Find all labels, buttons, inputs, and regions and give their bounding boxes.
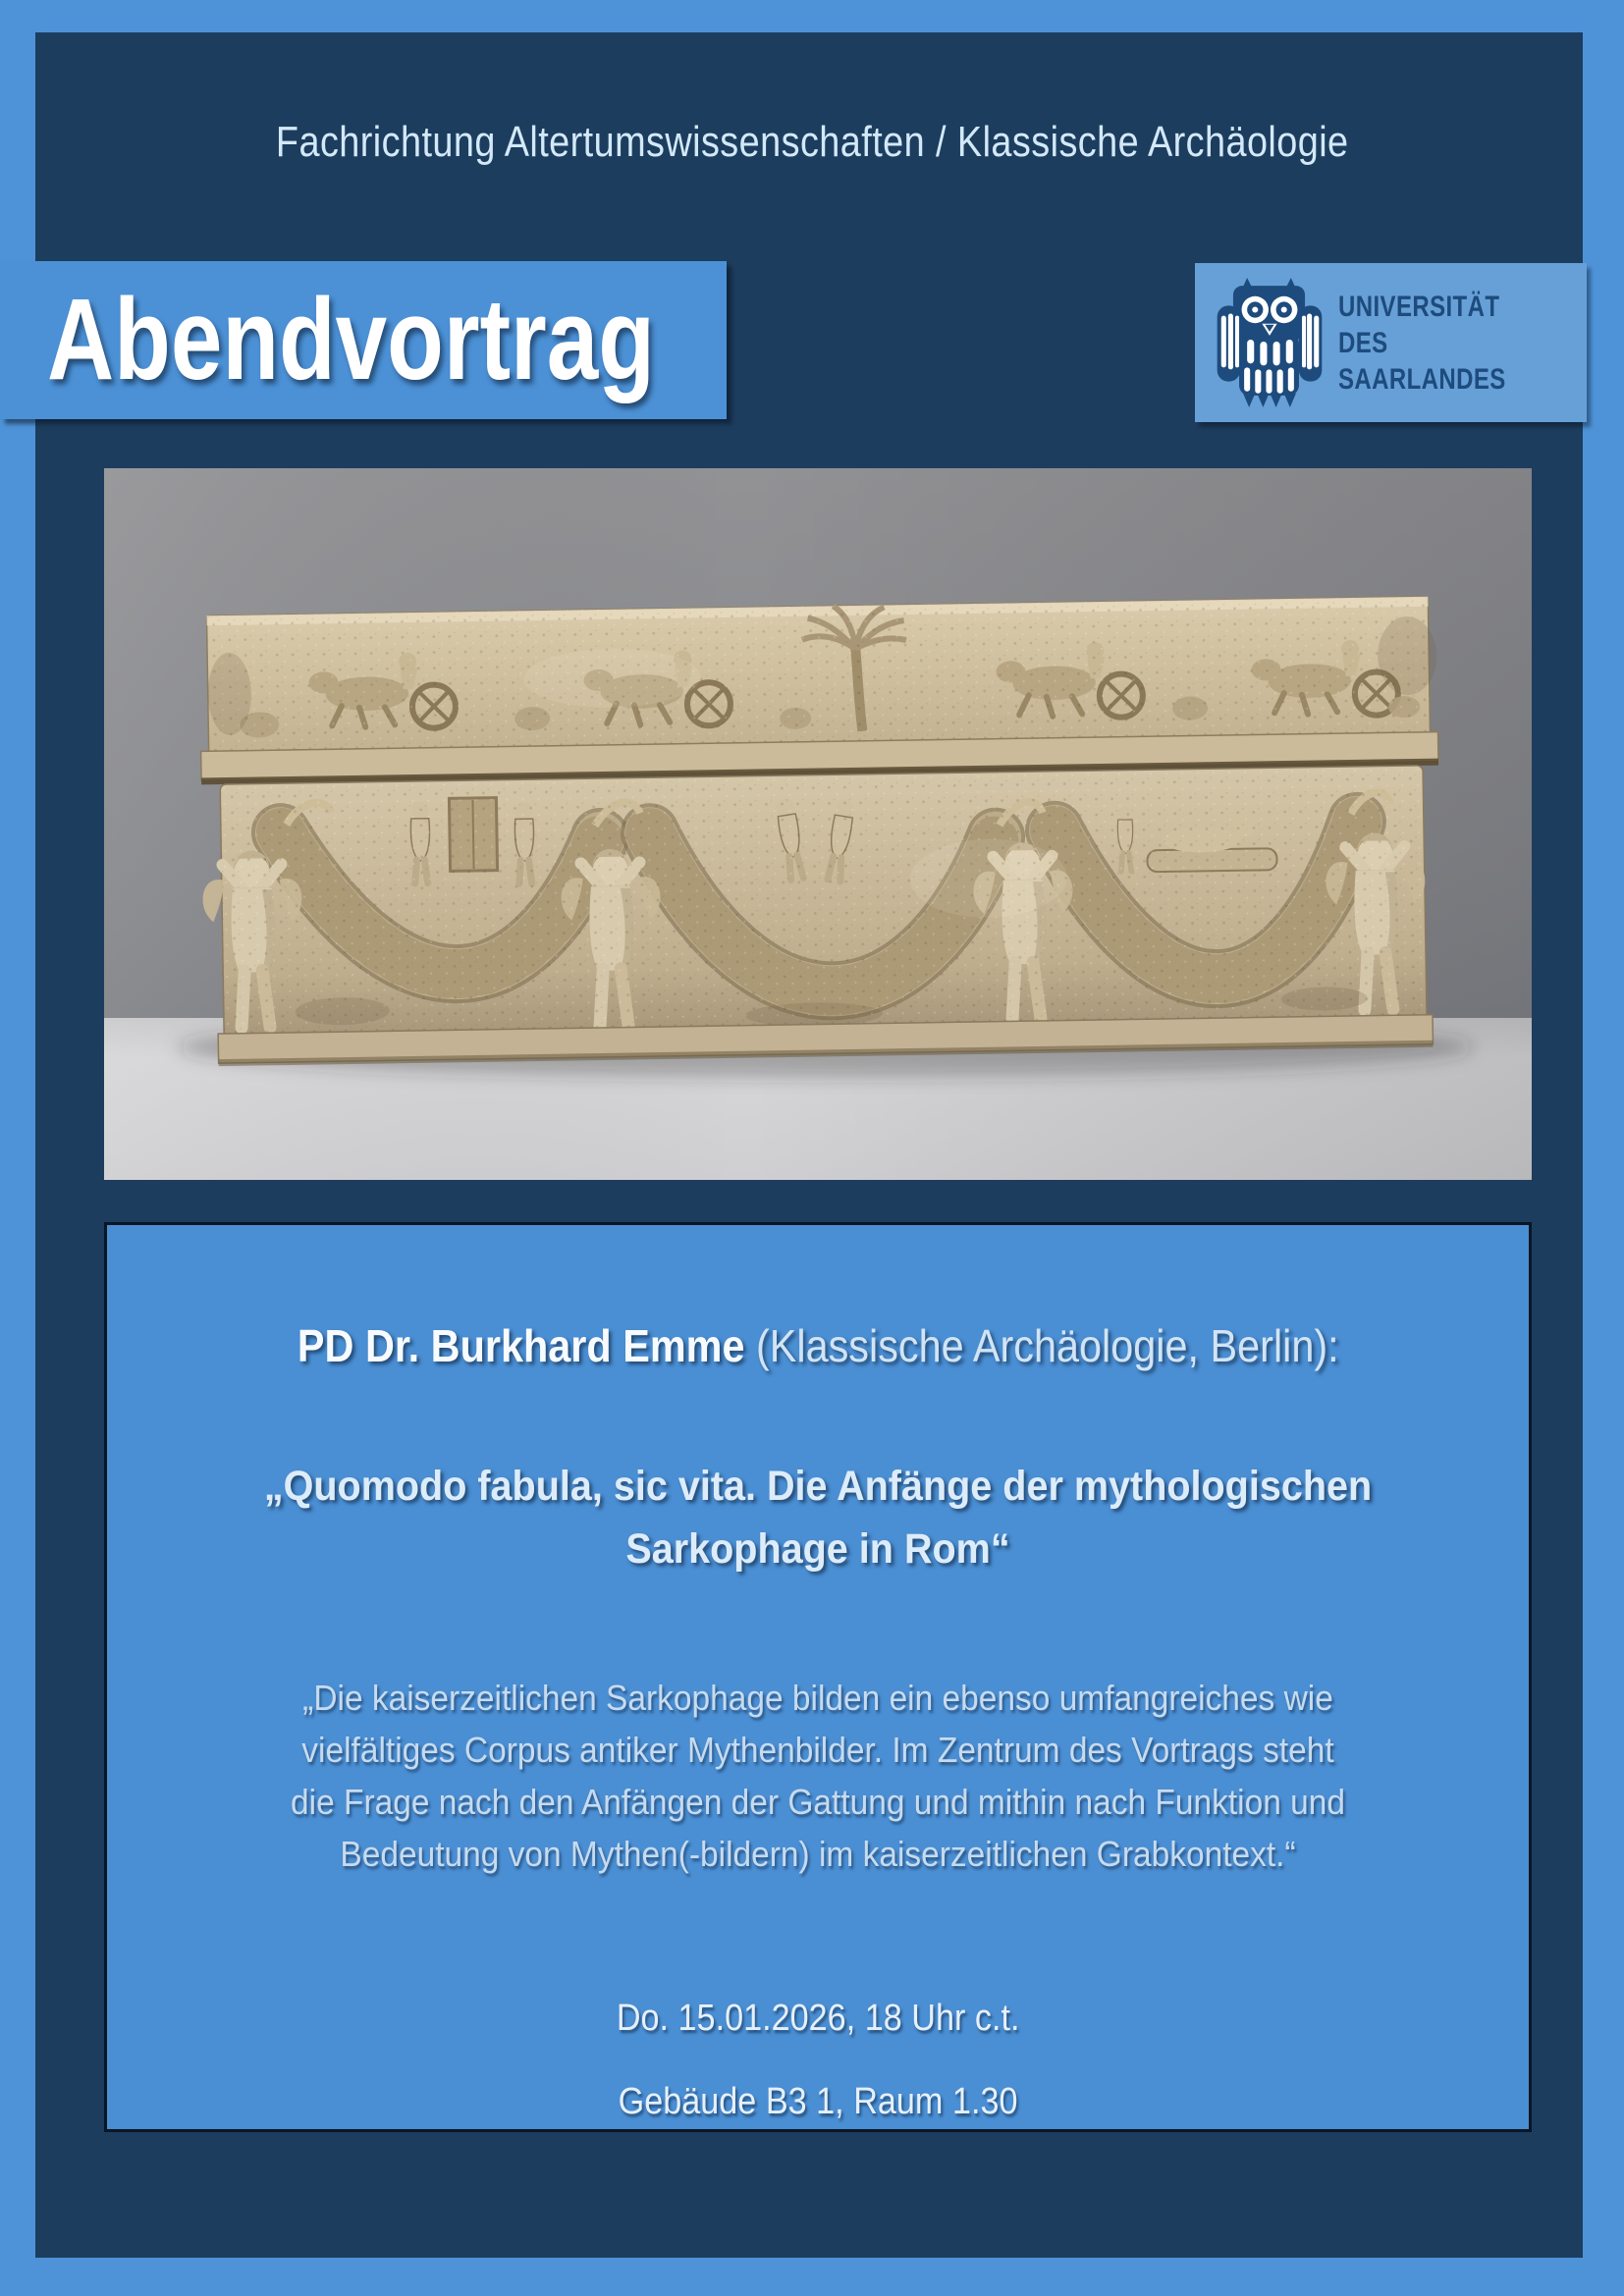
talk-abstract: [157, 1672, 1480, 1880]
talk-title: [164, 1455, 1472, 1580]
department-header-text: Fachrichtung Altertumswissenschaften / Klassische Archäologie: [275, 118, 1349, 166]
wordmark-line2: DES: [1338, 326, 1388, 359]
abstract-line-4: Bedeutung von Mythen(-bildern) im kaiserzeitlichen Grabkontext.“: [340, 1834, 1296, 1874]
speaker-affiliation: (Klassische Archäologie, Berlin):: [744, 1320, 1339, 1371]
event-location: Gebäude B3 1, Raum 1.30: [618, 2081, 1018, 2122]
event-datetime: Do. 15.01.2026, 18 Uhr c.t.: [616, 1998, 1020, 2039]
university-logo-box: [1195, 263, 1587, 422]
talk-title-line-1: „Quomodo fabula, sic vita. Die Anfänge der mythologischen: [263, 1463, 1373, 1510]
speaker-line: [107, 1319, 1529, 1372]
wordmark-line1: UNIVERSITÄT: [1338, 290, 1500, 323]
department-header: [0, 118, 1624, 167]
uds-owl-icon: [1217, 278, 1323, 407]
university-wordmark: [1338, 289, 1547, 398]
speaker-name: PD Dr. Burkhard Emme: [297, 1320, 745, 1371]
poster-title: Abendvortrag: [47, 275, 655, 404]
talk-title-line-2: Sarkophage in Rom“: [625, 1525, 1010, 1573]
sarcophagus-photo: [104, 468, 1532, 1180]
title-banner: [0, 261, 727, 419]
wordmark-line3: SAARLANDES: [1338, 362, 1506, 396]
abstract-line-3: die Frage nach den Anfängen der Gattung und mithin nach Funktion und: [291, 1782, 1345, 1822]
lecture-info-box: [104, 1222, 1532, 2132]
abstract-line-2: vielfältiges Corpus antiker Mythenbilder. Im Zentrum des Vortrags steht: [301, 1730, 1334, 1770]
abstract-line-1: „Die kaiserzeitlichen Sarkophage bilden ein ebenso umfangreiches wie: [302, 1678, 1333, 1718]
